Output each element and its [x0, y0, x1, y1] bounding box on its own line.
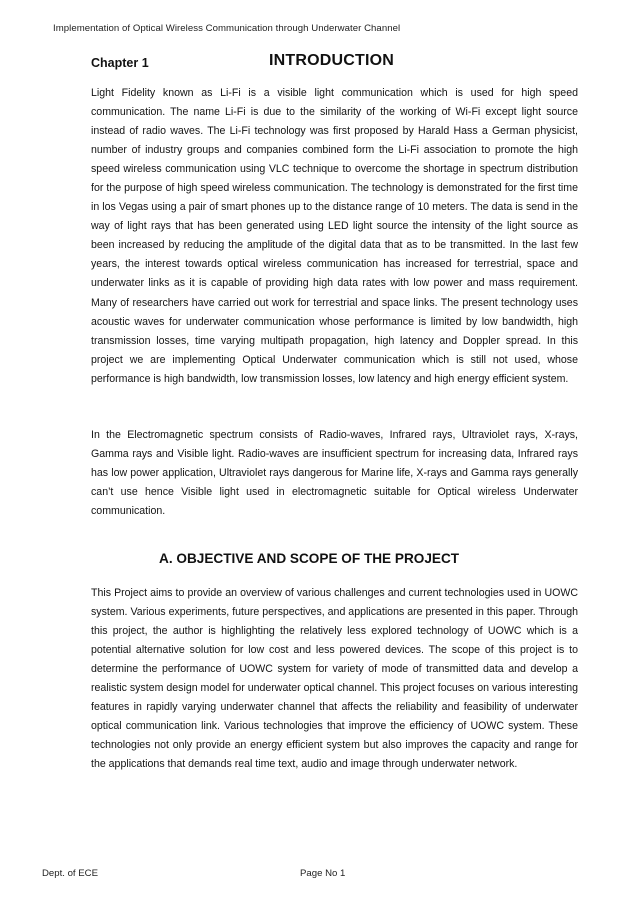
section-heading-objective: A. OBJECTIVE AND SCOPE OF THE PROJECT: [159, 551, 460, 566]
footer-department: Dept. of ECE: [42, 868, 98, 879]
chapter-label: Chapter 1: [91, 56, 149, 70]
footer-page-number: Page No 1: [300, 868, 346, 879]
intro-paragraph-1: Light Fidelity known as Li-Fi is a visible light communication which is used for high speed communication. The name Li-Fi is due to the similarity of the working of Wi-Fi except light source instead of radio waves. The Li-Fi technology was first proposed by Harald Hass a German physicist, number of industry groups and companies combined form the Li-Fi association to promote the high speed wireless communication using VLC technique to overcome the shortage in spectrum distribution for the purpose of high speed wireless communication. The technology is demonstrated for the first time in los Vegas using a pair of smart phones up to the distance range of 10 meters. The data is send in the way of light rays that has been generated using LED light source the intensity of the light source as been increased by reducing the amplitude of the digital data that as to be transmitted. In the last few years, the interest towards optical wireless communication has increased for terrestrial, space and underwater links as it is capable of providing high data rates with low power and mass requirement. Many of researchers have carried out work for terrestrial and space links. The present technology uses acoustic waves for underwater communication whose performance is limited by low bandwidth, high transmission losses, time varying multipath propagation, high latency and Doppler spread. In this project we are implementing Optical Underwater communication which is still not used, whose performance is high bandwidth, low transmission losses, low latency and high energy efficient system.: [91, 87, 578, 385]
chapter-title: INTRODUCTION: [269, 52, 395, 69]
intro-paragraph-2: In the Electromagnetic spectrum consists of Radio-waves, Infrared rays, Ultraviolet rays, X-rays, Gamma rays and Visible light. Radio-waves are insufficient spectrum for increasing data, Infrared rays has low power application, Ultraviolet rays dangerous for Marine life, X-rays and Gamma rays generally can’t use hence Visible light used in electromagnetic suitable for Optical wireless Underwater communication.: [91, 429, 578, 518]
running-header: Implementation of Optical Wireless Communication through Underwater Channel: [53, 23, 401, 34]
objective-paragraph: This Project aims to provide an overview of various challenges and current technologies used in UOWC system. Various experiments, future perspectives, and applications are presented in this paper. Through this project, the author is highlighting the relatively less explored technology of UOWC which is a potential alternative solution for low cost and less powered devices. The scope of this project is to determine the performance of UOWC system for variety of mode of transmitted data and develop a realistic system design model for underwater optical channel. This project focuses on various interesting features in rapidly varying underwater channel that affects the reliability and feasibility of underwater optical communication link. Various technologies that improve the efficiency of UOWC system. These technologies not only provide an energy efficient system but also improves the capacity and range for the applications that demands real time text, audio and image through underwater network.: [91, 587, 578, 771]
